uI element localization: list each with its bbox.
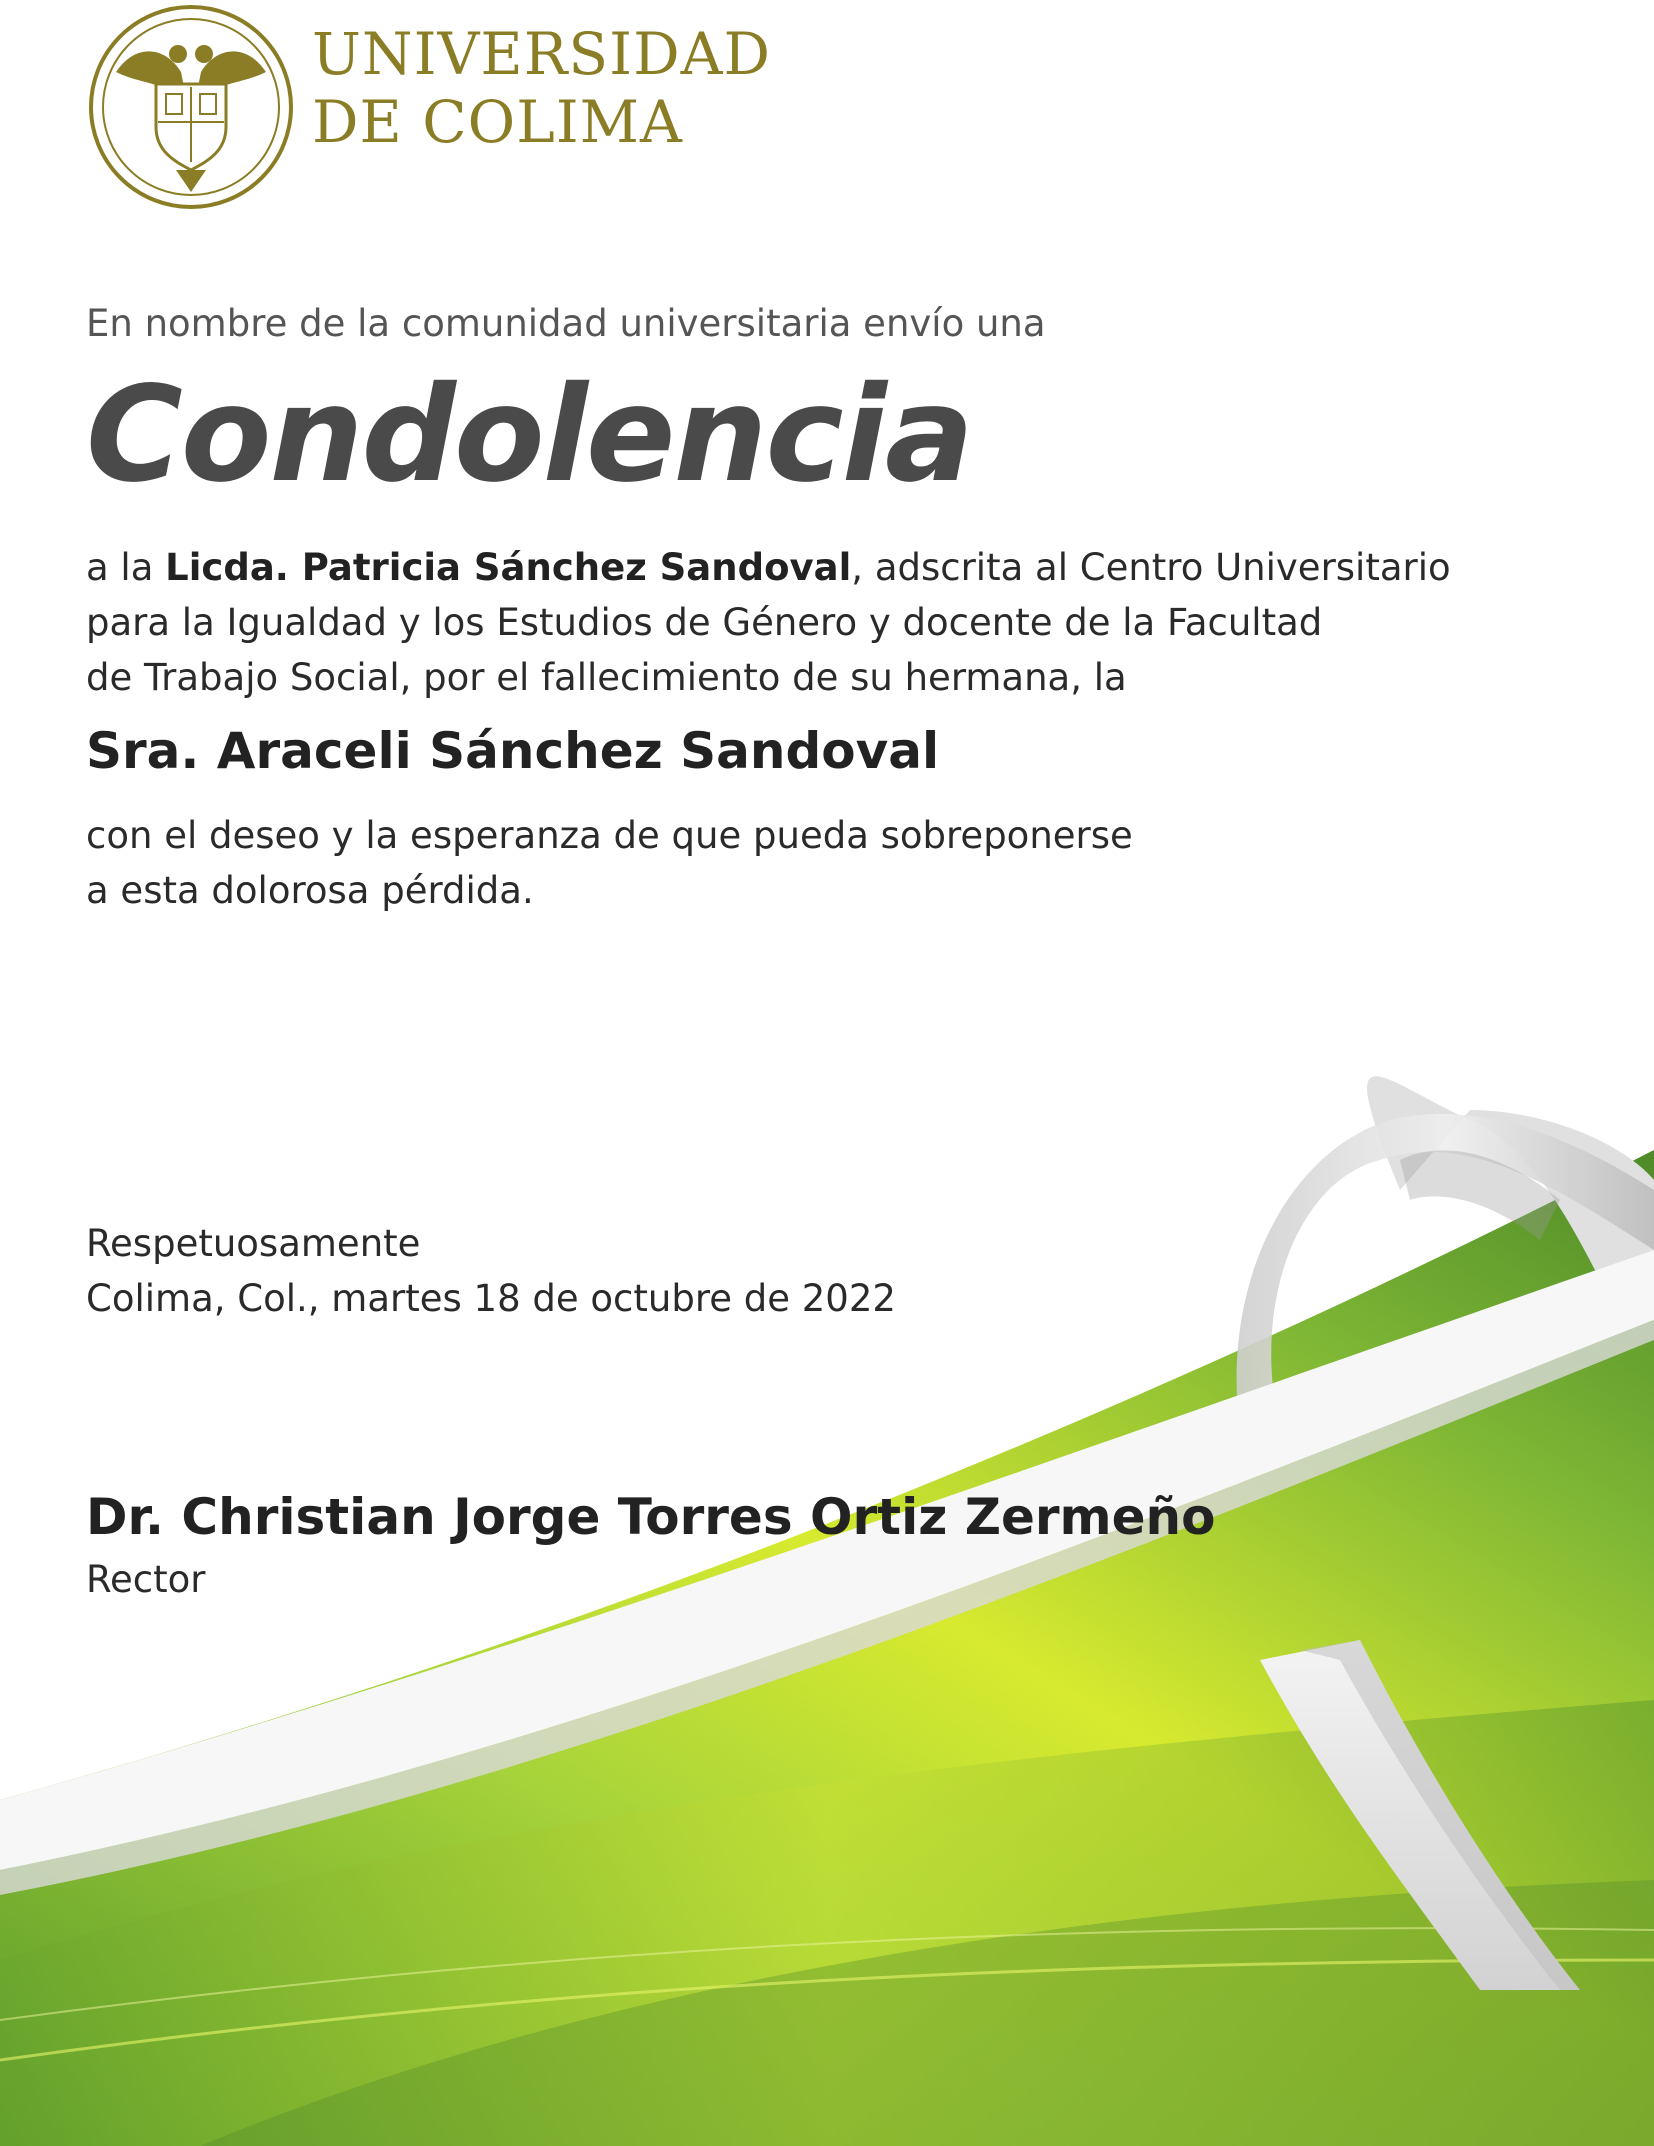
recipient-name: Licda. Patricia Sánchez Sandoval (165, 546, 852, 589)
university-name-line1: UNIVERSIDAD (312, 20, 771, 88)
signer-role: Rector (86, 1558, 206, 1601)
signer-name: Dr. Christian Jorge Torres Ortiz Zermeño (86, 1488, 1216, 1546)
paragraph-line-3: de Trabajo Social, por el fallecimiento de su hermana, la (86, 656, 1127, 699)
paragraph-line-2: para la Igualdad y los Estudios de Género y docente de la Facultad (86, 601, 1323, 644)
closing-date: Colima, Col., martes 18 de octubre de 2022 (86, 1277, 896, 1320)
closing-salutation: Respetuosamente (86, 1222, 421, 1265)
university-name-line2: DE COLIMA (312, 88, 683, 156)
wish-line-1: con el deseo y la esperanza de que pueda sobreponerse (86, 814, 1133, 857)
closing-text (86, 1216, 896, 1326)
page-title: Condolencia (86, 358, 973, 512)
university-crest-icon (86, 2, 296, 212)
deceased-name: Sra. Araceli Sánchez Sandoval (86, 722, 940, 780)
university-name (312, 20, 771, 156)
wish-line-2: a esta dolorosa pérdida. (86, 869, 534, 912)
paragraph-line-1 (86, 540, 1506, 595)
wish-text (86, 808, 1133, 918)
condolence-paragraph (86, 540, 1506, 705)
paragraph-prefix: a la (86, 546, 166, 589)
paragraph-line-1-rest: , adscrita al Centro Universitario (851, 546, 1451, 589)
intro-text: En nombre de la comunidad universitaria envío una (86, 302, 1046, 345)
